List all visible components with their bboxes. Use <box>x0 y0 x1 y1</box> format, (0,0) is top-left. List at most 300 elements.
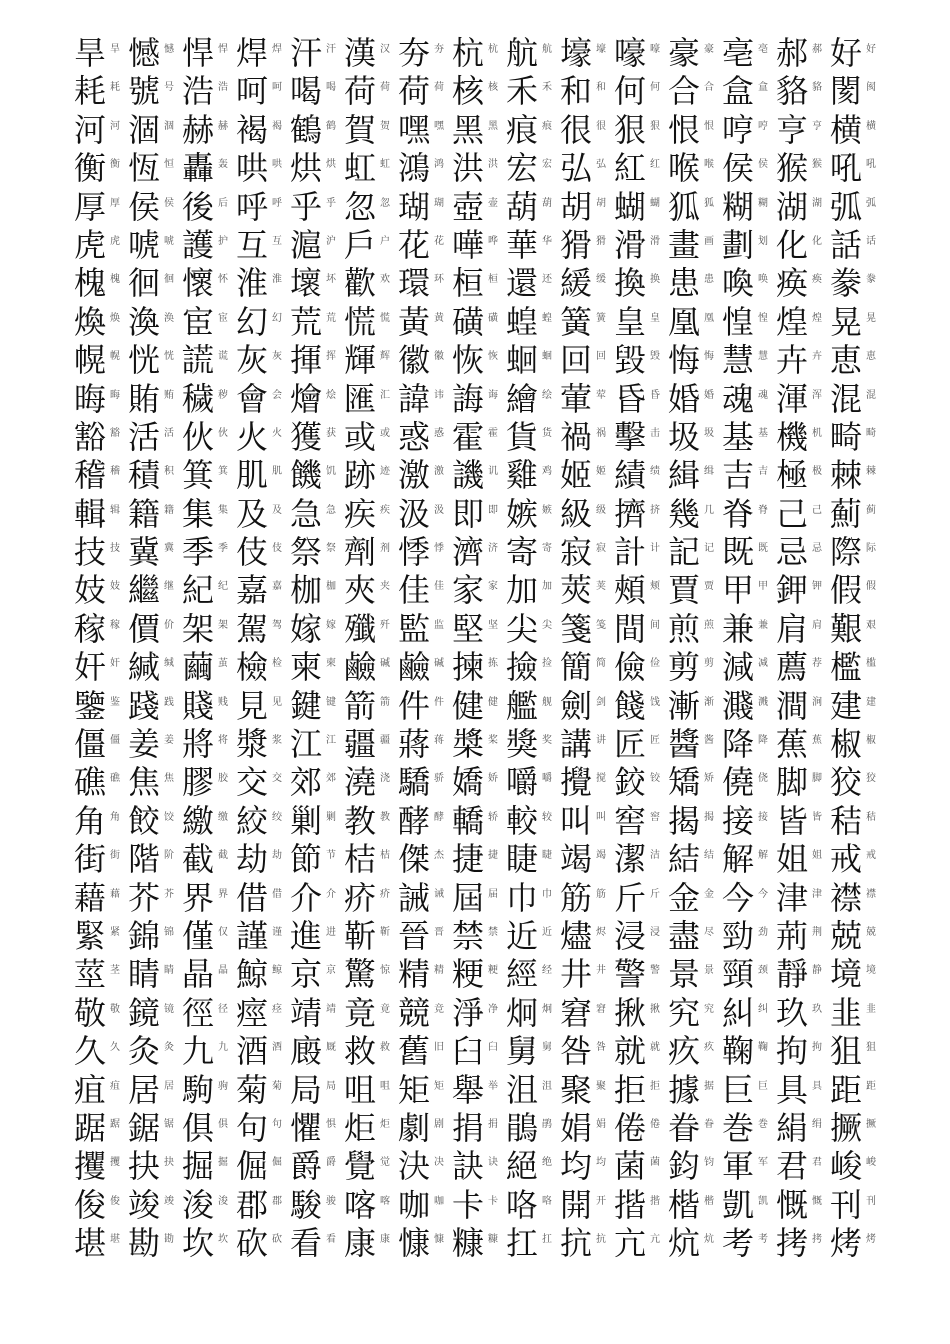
traditional-character: 徑 <box>182 993 215 1032</box>
character-cell <box>342 610 396 648</box>
traditional-character: 拒 <box>614 1070 647 1109</box>
character-cell <box>180 917 234 955</box>
traditional-character: 後 <box>182 187 215 226</box>
traditional-character: 皆 <box>776 801 809 840</box>
traditional-character: 椒 <box>830 725 863 764</box>
character-cell <box>180 303 234 341</box>
character-cell <box>450 610 504 648</box>
simplified-character: 航 <box>542 44 552 55</box>
character-cell <box>288 648 342 686</box>
traditional-character: 潔 <box>614 840 647 879</box>
traditional-character: 箕 <box>182 456 215 495</box>
traditional-character: 揩 <box>614 1185 647 1224</box>
traditional-character: 扛 <box>506 1224 539 1263</box>
traditional-character: 餞 <box>614 686 647 725</box>
simplified-character: 结 <box>704 850 714 862</box>
traditional-character: 砍 <box>236 1224 269 1263</box>
simplified-character: 军 <box>758 1157 768 1169</box>
simplified-character: 仅 <box>218 926 228 938</box>
character-cell <box>774 1032 828 1070</box>
character-cell <box>828 533 882 571</box>
traditional-character: 繼 <box>128 571 161 610</box>
simplified-character: 肩 <box>812 619 822 631</box>
character-cell <box>126 840 180 878</box>
character-cell <box>234 418 288 456</box>
simplified-character: 接 <box>758 811 768 823</box>
simplified-character: 冀 <box>164 543 174 555</box>
simplified-character: 僵 <box>110 735 120 747</box>
character-cell <box>666 303 720 341</box>
traditional-character: 豪 <box>668 34 701 72</box>
character-cell <box>288 802 342 840</box>
simplified-character: 角 <box>110 811 120 823</box>
character-cell <box>612 1186 666 1224</box>
simplified-character: 驹 <box>218 1080 228 1092</box>
character-cell <box>234 226 288 264</box>
simplified-character: 烤 <box>866 1234 876 1246</box>
character-cell <box>828 687 882 725</box>
simplified-character: 矫 <box>704 773 714 785</box>
character-cell <box>288 111 342 149</box>
simplified-character: 宏 <box>542 159 552 171</box>
traditional-character: 誨 <box>452 379 485 418</box>
character-cell <box>828 725 882 763</box>
traditional-character: 健 <box>452 686 485 725</box>
traditional-character: 郝 <box>776 34 809 72</box>
traditional-character: 件 <box>398 686 431 725</box>
character-cell <box>342 111 396 149</box>
simplified-character: 缓 <box>596 274 606 286</box>
traditional-character: 荷 <box>344 72 377 111</box>
traditional-character: 煌 <box>776 302 809 341</box>
traditional-character: 毀 <box>614 341 647 380</box>
simplified-character: 艰 <box>866 619 876 631</box>
simplified-character: 寄 <box>542 543 552 555</box>
character-cell <box>450 495 504 533</box>
simplified-character: 煌 <box>812 312 822 324</box>
character-cell <box>504 802 558 840</box>
character-cell <box>288 917 342 955</box>
simplified-character: 津 <box>812 888 822 900</box>
traditional-character: 緊 <box>74 916 107 955</box>
character-cell <box>504 72 558 110</box>
traditional-character: 疾 <box>344 494 377 533</box>
character-cell <box>504 763 558 801</box>
traditional-character: 拷 <box>776 1224 809 1263</box>
traditional-character: 紀 <box>182 571 215 610</box>
character-cell <box>288 303 342 341</box>
simplified-character: 饯 <box>650 696 660 708</box>
character-cell <box>234 763 288 801</box>
character-cell <box>666 341 720 379</box>
simplified-character: 货 <box>542 427 552 439</box>
character-cell <box>828 303 882 341</box>
simplified-character: 继 <box>164 581 174 593</box>
traditional-character: 解 <box>722 840 755 879</box>
character-cell <box>612 955 666 993</box>
traditional-character: 絹 <box>776 1108 809 1147</box>
traditional-character: 跡 <box>344 456 377 495</box>
simplified-character: 蕉 <box>812 735 822 747</box>
simplified-character: 纠 <box>758 1003 768 1015</box>
character-cell <box>774 802 828 840</box>
traditional-character: 蛔 <box>506 341 539 380</box>
character-cell <box>180 994 234 1032</box>
simplified-character: 慧 <box>758 351 768 363</box>
traditional-character: 佳 <box>398 571 431 610</box>
simplified-character: 淮 <box>272 274 282 286</box>
character-cell <box>450 149 504 187</box>
simplified-character: 街 <box>110 850 120 862</box>
character-cell <box>612 879 666 917</box>
character-cell <box>288 226 342 264</box>
character-cell <box>666 1032 720 1070</box>
traditional-character: 獲 <box>290 417 323 456</box>
traditional-character: 僅 <box>182 916 215 955</box>
simplified-character: 井 <box>596 965 606 977</box>
traditional-character: 揭 <box>668 801 701 840</box>
character-cell <box>774 917 828 955</box>
traditional-character: 寄 <box>506 533 539 572</box>
simplified-character: 阂 <box>866 82 876 94</box>
traditional-character: 嚎 <box>614 34 647 72</box>
traditional-character: 紅 <box>614 149 647 188</box>
traditional-character: 架 <box>182 609 215 648</box>
character-cell <box>504 840 558 878</box>
traditional-character: 衡 <box>74 149 107 188</box>
character-cell <box>234 303 288 341</box>
traditional-character: 痪 <box>776 264 809 303</box>
traditional-character: 既 <box>722 533 755 572</box>
traditional-character: 蕉 <box>776 725 809 764</box>
character-cell <box>342 994 396 1032</box>
traditional-character: 號 <box>128 72 161 111</box>
character-cell <box>72 34 126 72</box>
traditional-character: 惶 <box>722 302 755 341</box>
character-cell <box>774 1186 828 1224</box>
character-column <box>450 34 504 1324</box>
simplified-character: 解 <box>758 850 768 862</box>
traditional-character: 卉 <box>776 341 809 380</box>
character-cell <box>612 1032 666 1070</box>
character-cell <box>396 648 450 686</box>
simplified-character: 矩 <box>434 1080 444 1092</box>
character-cell <box>558 955 612 993</box>
simplified-character: 荐 <box>812 658 822 670</box>
character-column <box>504 34 558 1324</box>
traditional-character: 幾 <box>668 494 701 533</box>
character-cell <box>180 495 234 533</box>
traditional-character: 緩 <box>560 264 593 303</box>
traditional-character: 禾 <box>506 72 539 111</box>
simplified-character: 际 <box>866 543 876 555</box>
traditional-character: 洪 <box>452 149 485 188</box>
traditional-character: 薊 <box>830 494 863 533</box>
traditional-character: 卡 <box>452 1185 485 1224</box>
character-cell <box>288 456 342 494</box>
simplified-character: 狐 <box>704 197 714 209</box>
character-cell <box>342 687 396 725</box>
traditional-character: 恨 <box>668 110 701 149</box>
character-cell <box>126 380 180 418</box>
traditional-character: 家 <box>452 571 485 610</box>
simplified-character: 禁 <box>488 926 498 938</box>
character-cell <box>234 380 288 418</box>
simplified-character: 红 <box>650 159 660 171</box>
character-cell <box>234 533 288 571</box>
simplified-character: 玖 <box>812 1003 822 1015</box>
character-cell <box>666 648 720 686</box>
traditional-character: 醬 <box>668 725 701 764</box>
character-cell <box>558 1109 612 1147</box>
traditional-character: 就 <box>614 1032 647 1071</box>
character-cell <box>180 456 234 494</box>
simplified-character: 秸 <box>866 811 876 823</box>
character-cell <box>666 1186 720 1224</box>
traditional-character: 頰 <box>614 571 647 610</box>
simplified-character: 睫 <box>542 850 552 862</box>
character-cell <box>828 571 882 609</box>
traditional-character: 競 <box>398 993 431 1032</box>
character-cell <box>612 648 666 686</box>
character-cell <box>558 994 612 1032</box>
simplified-character: 骄 <box>434 773 444 785</box>
traditional-character: 吉 <box>722 456 755 495</box>
traditional-character: 呵 <box>236 72 269 111</box>
simplified-character: 狡 <box>866 773 876 785</box>
simplified-character: 慌 <box>380 312 390 324</box>
simplified-character: 敬 <box>110 1003 120 1015</box>
character-cell <box>126 533 180 571</box>
character-cell <box>504 303 558 341</box>
character-cell <box>828 917 882 955</box>
simplified-character: 侥 <box>758 773 768 785</box>
traditional-character: 進 <box>290 916 323 955</box>
simplified-character: 唤 <box>758 274 768 286</box>
character-cell <box>450 879 504 917</box>
traditional-character: 涸 <box>128 110 161 149</box>
traditional-character: 妓 <box>74 571 107 610</box>
character-cell <box>396 456 450 494</box>
simplified-character: 壶 <box>488 197 498 209</box>
traditional-character: 捷 <box>452 840 485 879</box>
simplified-character: 貉 <box>812 82 822 94</box>
simplified-character: 嚼 <box>542 773 552 785</box>
character-cell <box>828 879 882 917</box>
simplified-character: 嘿 <box>434 120 444 132</box>
traditional-character: 揮 <box>290 341 323 380</box>
character-cell <box>288 610 342 648</box>
traditional-character: 換 <box>614 264 647 303</box>
traditional-character: 倦 <box>614 1108 647 1147</box>
traditional-character: 煎 <box>668 609 701 648</box>
traditional-character: 狐 <box>668 187 701 226</box>
traditional-character: 攪 <box>560 763 593 802</box>
simplified-character: 皇 <box>650 312 660 324</box>
character-cell <box>180 1186 234 1224</box>
simplified-character: 豁 <box>110 427 120 439</box>
traditional-character: 見 <box>236 686 269 725</box>
simplified-character: 酱 <box>704 735 714 747</box>
simplified-character: 捷 <box>488 850 498 862</box>
character-cell <box>180 264 234 302</box>
simplified-character: 价 <box>164 619 174 631</box>
simplified-character: 积 <box>164 466 174 478</box>
character-cell <box>126 341 180 379</box>
character-cell <box>288 1071 342 1109</box>
character-cell <box>396 1071 450 1109</box>
character-cell <box>504 380 558 418</box>
simplified-character: 锦 <box>164 926 174 938</box>
character-cell <box>72 418 126 456</box>
character-cell <box>828 456 882 494</box>
traditional-character: 弧 <box>830 187 863 226</box>
traditional-character: 糠 <box>452 1224 485 1263</box>
simplified-character: 礁 <box>110 773 120 785</box>
simplified-character: 徽 <box>434 351 444 363</box>
simplified-character: 惧 <box>326 1118 336 1130</box>
simplified-character: 卉 <box>812 351 822 363</box>
traditional-character: 巨 <box>722 1070 755 1109</box>
traditional-character: 訣 <box>452 1147 485 1186</box>
simplified-character: 汇 <box>380 389 390 401</box>
simplified-character: 妓 <box>110 581 120 593</box>
character-cell <box>774 955 828 993</box>
character-cell <box>180 418 234 456</box>
simplified-character: 胶 <box>218 773 228 785</box>
simplified-character: 饥 <box>326 466 336 478</box>
character-cell <box>288 1147 342 1185</box>
simplified-character: 很 <box>596 120 606 132</box>
traditional-character: 火 <box>236 417 269 456</box>
traditional-character: 兼 <box>722 609 755 648</box>
traditional-character: 亳 <box>722 34 755 72</box>
simplified-character: 界 <box>218 888 228 900</box>
traditional-character: 鏡 <box>128 993 161 1032</box>
traditional-character: 濟 <box>452 533 485 572</box>
character-cell <box>180 149 234 187</box>
simplified-character: 荷 <box>434 82 444 94</box>
simplified-character: 悔 <box>704 351 714 363</box>
character-cell <box>72 1224 126 1262</box>
simplified-character: 技 <box>110 543 120 555</box>
simplified-character: 京 <box>326 965 336 977</box>
character-cell <box>720 226 774 264</box>
character-cell <box>720 456 774 494</box>
traditional-character: 乎 <box>290 187 323 226</box>
simplified-character: 将 <box>218 735 228 747</box>
simplified-character: 君 <box>812 1157 822 1169</box>
simplified-character: 怀 <box>218 274 228 286</box>
character-cell <box>126 34 180 72</box>
simplified-character: 拒 <box>650 1080 660 1092</box>
simplified-character: 己 <box>812 504 822 516</box>
traditional-character: 赫 <box>182 110 215 149</box>
traditional-character: 剿 <box>290 801 323 840</box>
character-cell <box>72 687 126 725</box>
character-cell <box>720 1186 774 1224</box>
character-cell <box>234 1224 288 1262</box>
character-cell <box>828 1071 882 1109</box>
simplified-character: 警 <box>650 965 660 977</box>
character-cell <box>720 1224 774 1262</box>
simplified-character: 歼 <box>380 619 390 631</box>
character-cell <box>342 725 396 763</box>
simplified-character: 幌 <box>110 351 120 363</box>
character-cell <box>126 188 180 226</box>
simplified-character: 秽 <box>218 389 228 401</box>
simplified-character: 铰 <box>650 773 660 785</box>
character-cell <box>126 1186 180 1224</box>
traditional-character: 鹼 <box>398 648 431 687</box>
simplified-character: 俊 <box>110 1195 120 1207</box>
simplified-character: 骏 <box>326 1195 336 1207</box>
character-cell <box>396 571 450 609</box>
traditional-character: 花 <box>398 225 431 264</box>
traditional-character: 懷 <box>182 264 215 303</box>
traditional-character: 冀 <box>128 533 161 572</box>
traditional-character: 稼 <box>74 609 107 648</box>
simplified-character: 嘉 <box>272 581 282 593</box>
character-cell <box>72 1071 126 1109</box>
simplified-character: 烬 <box>596 926 606 938</box>
traditional-character: 聚 <box>560 1070 593 1109</box>
simplified-character: 揭 <box>704 811 714 823</box>
character-cell <box>774 303 828 341</box>
traditional-character: 黑 <box>452 110 485 149</box>
simplified-character: 耗 <box>110 82 120 94</box>
traditional-character: 狙 <box>830 1032 863 1071</box>
traditional-character: 稽 <box>74 456 107 495</box>
character-cell <box>666 802 720 840</box>
character-cell <box>666 1109 720 1147</box>
traditional-character: 究 <box>668 993 701 1032</box>
traditional-character: 槐 <box>74 264 107 303</box>
character-cell <box>720 610 774 648</box>
traditional-character: 何 <box>614 72 647 111</box>
character-cell <box>342 149 396 187</box>
character-cell <box>288 1224 342 1262</box>
character-cell <box>450 763 504 801</box>
character-column <box>558 34 612 1324</box>
simplified-character: 沪 <box>326 235 336 247</box>
simplified-character: 距 <box>866 1080 876 1092</box>
traditional-character: 江 <box>290 725 323 764</box>
character-cell <box>288 994 342 1032</box>
character-cell <box>666 955 720 993</box>
simplified-character: 画 <box>704 235 714 247</box>
character-cell <box>504 149 558 187</box>
traditional-character: 鯨 <box>236 955 269 994</box>
character-cell <box>234 456 288 494</box>
traditional-character: 舊 <box>398 1032 431 1071</box>
character-cell <box>234 648 288 686</box>
simplified-character: 件 <box>434 696 444 708</box>
simplified-character: 揪 <box>650 1003 660 1015</box>
traditional-character: 監 <box>398 609 431 648</box>
simplified-character: 俭 <box>650 658 660 670</box>
traditional-character: 莖 <box>74 955 107 994</box>
simplified-character: 痕 <box>542 120 552 132</box>
simplified-character: 桓 <box>488 274 498 286</box>
simplified-character: 眷 <box>704 1118 714 1130</box>
simplified-character: 阶 <box>164 850 174 862</box>
traditional-character: 鈞 <box>668 1147 701 1186</box>
simplified-character: 精 <box>434 965 444 977</box>
traditional-character: 糊 <box>722 187 755 226</box>
character-cell <box>558 610 612 648</box>
traditional-character: 鴻 <box>398 149 431 188</box>
